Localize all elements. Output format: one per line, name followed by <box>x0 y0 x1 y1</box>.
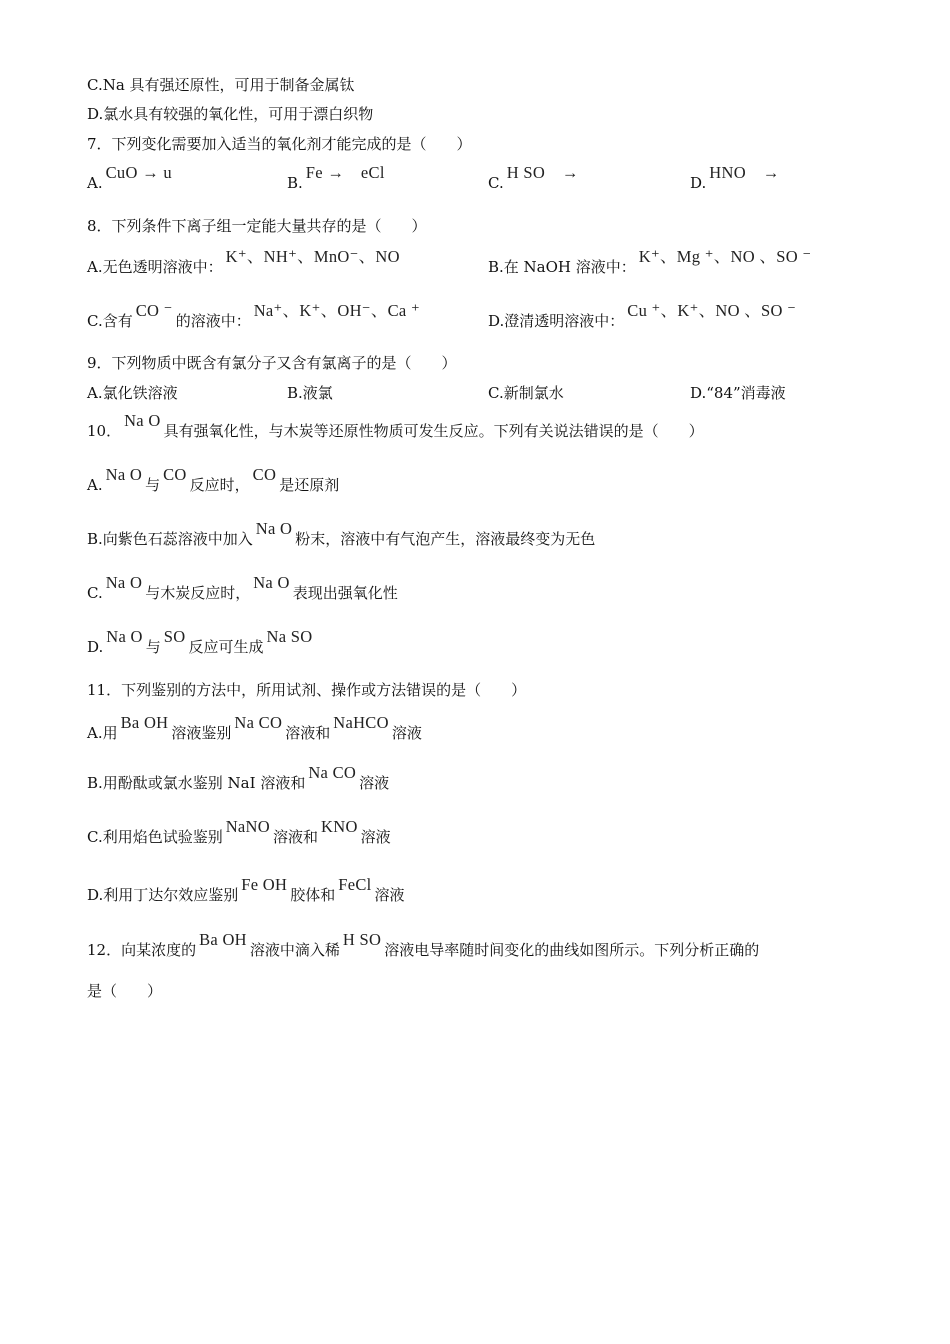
question-11-option-a: A.用Ba OH溶液鉴别Na CO溶液和NaHCO溶液 <box>87 713 422 742</box>
question-9-option-d: D.“84”消毒液 <box>690 384 786 402</box>
question-11-option-c: C.利用焰色试验鉴别NaNO溶液和KNO溶液 <box>87 817 391 846</box>
question-12-stem: 12．向某浓度的Ba OH溶液中滴入稀H SO溶液电导率随时间变化的曲线如图所示。下列分析正确的 <box>87 930 760 959</box>
formula: Na O <box>105 573 143 592</box>
option-text: B.在 NaOH 溶液中： <box>488 258 636 276</box>
question-7-option-c <box>488 163 582 193</box>
question-8-option-c <box>87 301 423 331</box>
option-text: C.含有 <box>87 312 133 330</box>
option-prefix: B. <box>287 174 303 192</box>
question-7-option-b <box>287 163 388 193</box>
question-9-stem: 9．下列物质中既含有氯分子又含有氯离子的是（ ） <box>87 354 457 372</box>
question-9-option-a: A.氯化铁溶液 <box>87 384 178 402</box>
option-prefix: A. <box>87 174 103 192</box>
formula: H SO <box>342 930 382 949</box>
question-9-option-c: C.新制氯水 <box>488 384 564 402</box>
formula: CuO → u <box>105 163 172 182</box>
formula: NaHCO <box>333 713 389 732</box>
formula: NaNO <box>225 817 270 836</box>
question-8-option-d <box>488 301 799 331</box>
formula: Na O <box>106 627 143 646</box>
option-prefix: C. <box>488 174 504 192</box>
option-text: 的溶液中： <box>175 312 251 330</box>
formula: CO <box>163 465 187 484</box>
formula: Na O <box>124 411 161 430</box>
option-c-line: C.Na 具有强还原性，可用于制备金属钛 <box>87 76 355 94</box>
formula: K⁺、NH⁺、MnO⁻、NO <box>225 247 400 266</box>
question-10-option-c: C.Na O与木炭反应时，Na O表现出强氧化性 <box>87 573 398 602</box>
formula: Fe OH <box>241 875 288 894</box>
option-text: D.澄清透明溶液中： <box>488 312 625 330</box>
formula: Ba OH <box>199 930 247 949</box>
question-7-stem: 7．下列变化需要加入适当的氧化剂才能完成的是（ ） <box>87 135 472 153</box>
question-9-option-b: B.液氯 <box>287 384 333 402</box>
option-d-line: D.氯水具有较强的氧化性，可用于漂白织物 <box>87 105 374 123</box>
formula: SO <box>163 627 186 646</box>
question-number: 10． <box>87 422 122 440</box>
question-11-option-d: D.利用丁达尔效应鉴别Fe OH胶体和FeCl溶液 <box>87 875 405 904</box>
option-text: A.无色透明溶液中： <box>87 258 223 276</box>
formula: Na⁺、K⁺、OH⁻、Ca ⁺ <box>253 301 420 320</box>
question-text: 具有强氧化性，与木炭等还原性物质可发生反应。下列有关说法错误的是（ ） <box>163 422 704 440</box>
formula: Na CO <box>308 763 357 782</box>
question-11-stem: 11．下列鉴别的方法中，所用试剂、操作或方法错误的是（ ） <box>87 681 527 699</box>
question-12-stem-continued: 是（ ） <box>87 982 163 1000</box>
formula: K⁺、Mg ⁺、NO 、SO ⁻ <box>638 247 812 266</box>
formula: Ba OH <box>120 713 169 732</box>
formula: Na O <box>253 573 290 592</box>
question-10-option-b: B.向紫色石蕊溶液中加入Na O粉末，溶液中有气泡产生，溶液最终变为无色 <box>87 519 596 548</box>
question-7-option-d <box>690 163 783 193</box>
formula: FeCl <box>338 875 372 894</box>
formula: Fe → eCl <box>305 163 385 182</box>
formula: Cu ⁺、K⁺、NO 、SO ⁻ <box>627 301 797 320</box>
formula: CO <box>252 465 277 484</box>
formula: Na O <box>105 465 143 484</box>
question-11-option-b: B.用酚酞或氯水鉴别 NaI 溶液和Na CO溶液 <box>87 763 390 792</box>
question-7-option-a <box>87 163 175 193</box>
formula: CO ⁻ <box>135 301 173 320</box>
question-10-option-a: A.Na O与CO反应时，CO是还原剂 <box>87 465 340 494</box>
question-10-stem <box>87 411 704 441</box>
question-8-option-b <box>488 247 814 277</box>
option-prefix: D. <box>690 174 707 192</box>
question-10-option-d: D.Na O与SO反应可生成Na SO <box>87 627 313 656</box>
question-8-option-a <box>87 247 403 277</box>
formula: Na O <box>255 519 293 538</box>
formula: Na SO <box>266 627 313 646</box>
formula: H SO → <box>506 163 579 182</box>
formula: HNO → <box>709 163 780 182</box>
formula: Na CO <box>234 713 283 732</box>
formula: KNO <box>321 817 358 836</box>
question-8-stem: 8．下列条件下离子组一定能大量共存的是（ ） <box>87 217 427 235</box>
